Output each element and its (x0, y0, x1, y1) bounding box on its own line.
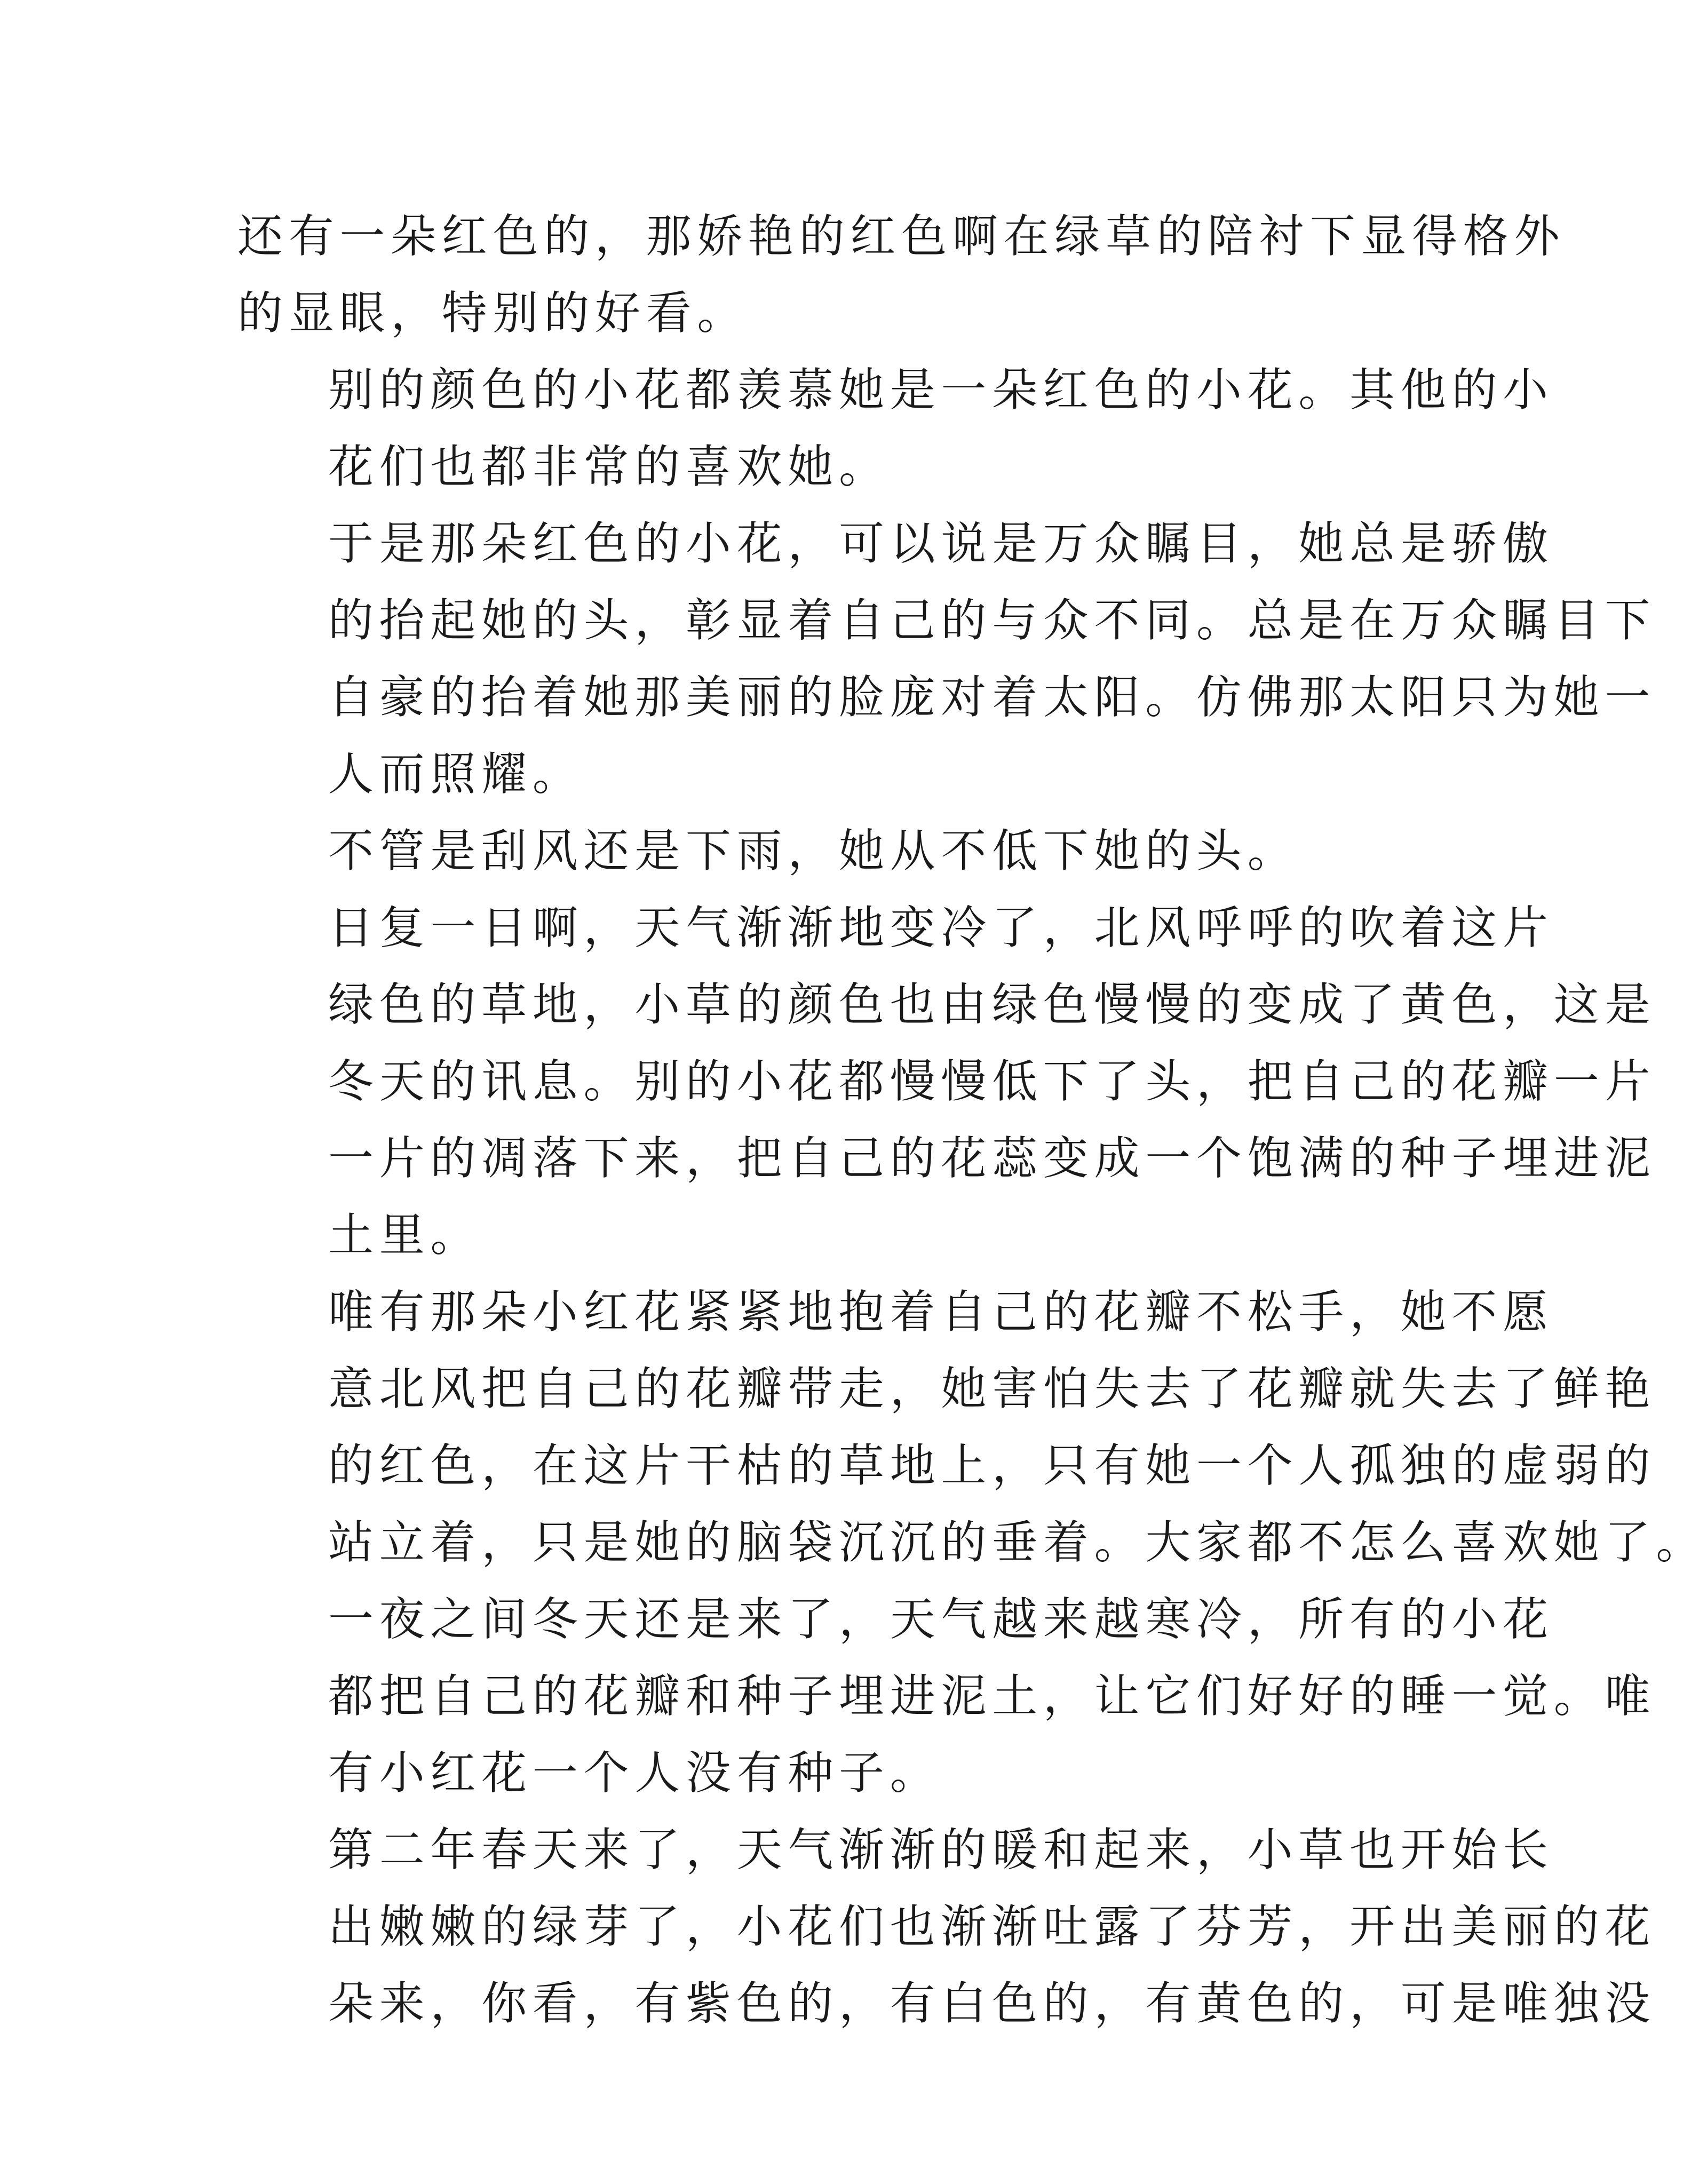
text-line: 意北风把自己的花瓣带走，她害怕失去了花瓣就失去了鲜艳 (328, 1363, 1656, 1416)
paragraph-1 (237, 198, 1566, 352)
text-line: 都把自己的花瓣和种子埋进泥土，让它们好好的睡一觉。唯 (328, 1670, 1656, 1723)
text-line: 的抬起她的头，彰显着自己的与众不同。总是在万众瞩目下 (328, 594, 1656, 647)
paragraph-6 (237, 1274, 1707, 1582)
paragraph-5 (237, 890, 1656, 1274)
text-line: 一片的凋落下来，把自己的花蕊变成一个饱满的种子埋进泥 (328, 1132, 1656, 1185)
paragraph-4 (237, 813, 1326, 890)
text-line: 出嫩嫩的绿芽了，小花们也渐渐吐露了芬芳，开出美丽的花 (328, 1901, 1656, 1953)
paragraph-8 (237, 1812, 1656, 2043)
text-line: 的红色，在这片干枯的草地上，只有她一个人孤独的虚弱的 (328, 1440, 1656, 1492)
body-text (237, 198, 1707, 2043)
paragraph-3 (237, 506, 1656, 813)
text-line: 一夜之间冬天还是来了，天气越来越寒冷，所有的小花 (328, 1593, 1554, 1646)
text-line: 站立着，只是她的脑袋沉沉的垂着。大家都不怎么喜欢她了。 (328, 1516, 1707, 1569)
text-line: 还有一朵红色的，那娇艳的红色啊在绿草的陪衬下显得格外 (237, 210, 1566, 263)
text-line: 自豪的抬着她那美丽的脸庞对着太阳。仿佛那太阳只为她一 (328, 671, 1656, 724)
text-line: 冬天的讯息。别的小花都慢慢低下了头，把自己的花瓣一片 (328, 1055, 1656, 1108)
text-line: 唯有那朵小红花紧紧地抱着自己的花瓣不松手，她不愿 (328, 1286, 1554, 1339)
text-line: 花们也都非常的喜欢她。 (328, 441, 890, 494)
text-line: 朵来，你看，有紫色的，有白色的，有黄色的，可是唯独没 (328, 1977, 1656, 2030)
text-line: 于是那朵红色的小花，可以说是万众瞩目，她总是骄傲 (328, 518, 1554, 570)
text-line: 土里。 (328, 1209, 482, 1262)
text-line: 日复一日啊，天气渐渐地变冷了，北风呼呼的吹着这片 (328, 902, 1554, 955)
text-line: 绿色的草地，小草的颜色也由绿色慢慢的变成了黄色，这是 (328, 979, 1656, 1031)
text-line: 有小红花一个人没有种子。 (328, 1747, 941, 1800)
text-line: 别的颜色的小花都羡慕她是一朵红色的小花。其他的小 (328, 364, 1554, 417)
text-line: 的显眼，特别的好看。 (237, 287, 749, 340)
paragraph-2 (237, 352, 1554, 506)
text-line: 不管是刮风还是下雨，她从不低下她的头。 (328, 825, 1299, 878)
text-line: 第二年春天来了，天气渐渐的暖和起来，小草也开始长 (328, 1824, 1554, 1877)
text-line: 人而照耀。 (328, 748, 584, 801)
paragraph-7 (237, 1582, 1656, 1812)
